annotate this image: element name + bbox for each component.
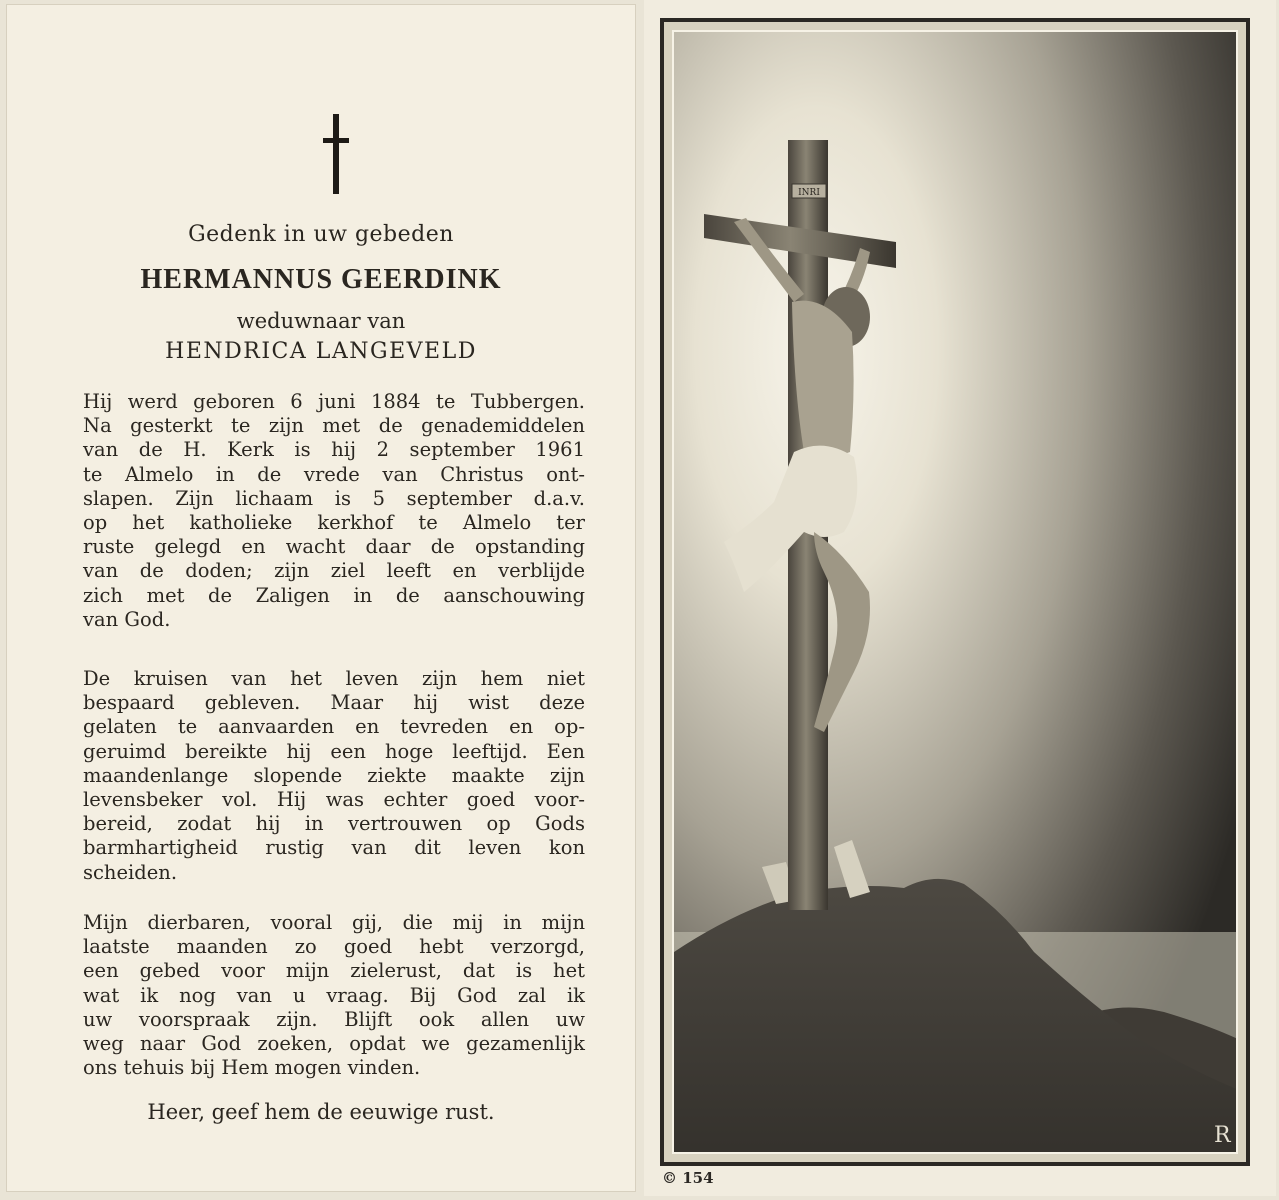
- deceased-name: HERMANNUS GEERDINK: [140, 264, 502, 295]
- text-line: een gebed voor mijn zielerust, dat is het: [83, 959, 585, 983]
- life-paragraph: [83, 667, 585, 885]
- text-line: ruste gelegd en wacht daar de opstanding: [83, 535, 585, 559]
- image-frame: [660, 18, 1250, 1166]
- memorial-text-card: [6, 4, 636, 1192]
- titulus-text: INRI: [798, 188, 820, 198]
- biography-paragraph: [83, 390, 585, 632]
- cross-icon: [323, 114, 349, 194]
- text-line: van de H. Kerk is hij 2 september 1961: [83, 438, 585, 462]
- farewell-paragraph: [83, 911, 585, 1080]
- text-line: weg naar God zoeken, opdat we gezamenlijk: [83, 1032, 585, 1056]
- text-line: zich met de Zaligen in de aanschouwing: [83, 583, 585, 607]
- text-line: scheiden.: [83, 860, 178, 884]
- heading: Gedenk in uw gebeden: [188, 222, 454, 247]
- relation-label: weduwnaar van: [236, 309, 406, 333]
- text-line: bereid, zodat hij in vertrouwen op Gods: [83, 812, 585, 836]
- text-line: van de doden; zijn ziel leeft en verblijde: [83, 559, 585, 583]
- crucifix-image-card: [644, 0, 1276, 1196]
- copyright-mark: © 154: [662, 1169, 714, 1187]
- text-line: levensbeker vol. Hij was echter goed voor-: [83, 788, 585, 812]
- text-line: te Almelo in de vrede van Christus ont-: [83, 462, 585, 486]
- text-line: slapen. Zijn lichaam is 5 september d.a.v.: [83, 486, 585, 510]
- text-line: bespaard gebleven. Maar hij wist deze: [83, 691, 585, 715]
- closing-prayer: Heer, geef hem de eeuwige rust.: [147, 1100, 495, 1124]
- text-line: van God.: [83, 607, 171, 631]
- text-line: Hij werd geboren 6 juni 1884 te Tubbergen.: [83, 390, 585, 413]
- figure-torso: [792, 301, 854, 457]
- spouse-name: HENDRICA LANGEVELD: [165, 339, 477, 364]
- text-line: op het katholieke kerkhof te Almelo ter: [83, 511, 585, 535]
- crucifix-drawing: [674, 32, 1238, 1154]
- text-line: geruimd bereikte hij een hoge leeftijd. Een: [83, 739, 585, 763]
- text-line: uw voorspraak zijn. Blijft ook allen uw: [83, 1007, 585, 1031]
- text-line: gelaten te aanvaarden en tevreden en op-: [83, 715, 585, 739]
- text-line: laatste maanden zo goed hebt verzorgd,: [83, 935, 585, 959]
- text-line: Na gesterkt te zijn met de genademiddelen: [83, 414, 585, 438]
- text-line: wat ik nog van u vraag. Bij God zal ik: [83, 983, 585, 1007]
- text-line: barmhartigheid rustig van dit leven kon: [83, 836, 585, 860]
- text-line: De kruisen van het leven zijn hem niet: [83, 667, 585, 690]
- text-line: maandenlange slopende ziekte maakte zijn: [83, 763, 585, 787]
- crucifix-illustration: [672, 30, 1238, 1154]
- text-line: ons tehuis bij Hem mogen vinden.: [83, 1056, 421, 1080]
- artist-signature: R: [1214, 1123, 1231, 1148]
- text-line: Mijn dierbaren, vooral gij, die mij in mijn: [83, 911, 585, 934]
